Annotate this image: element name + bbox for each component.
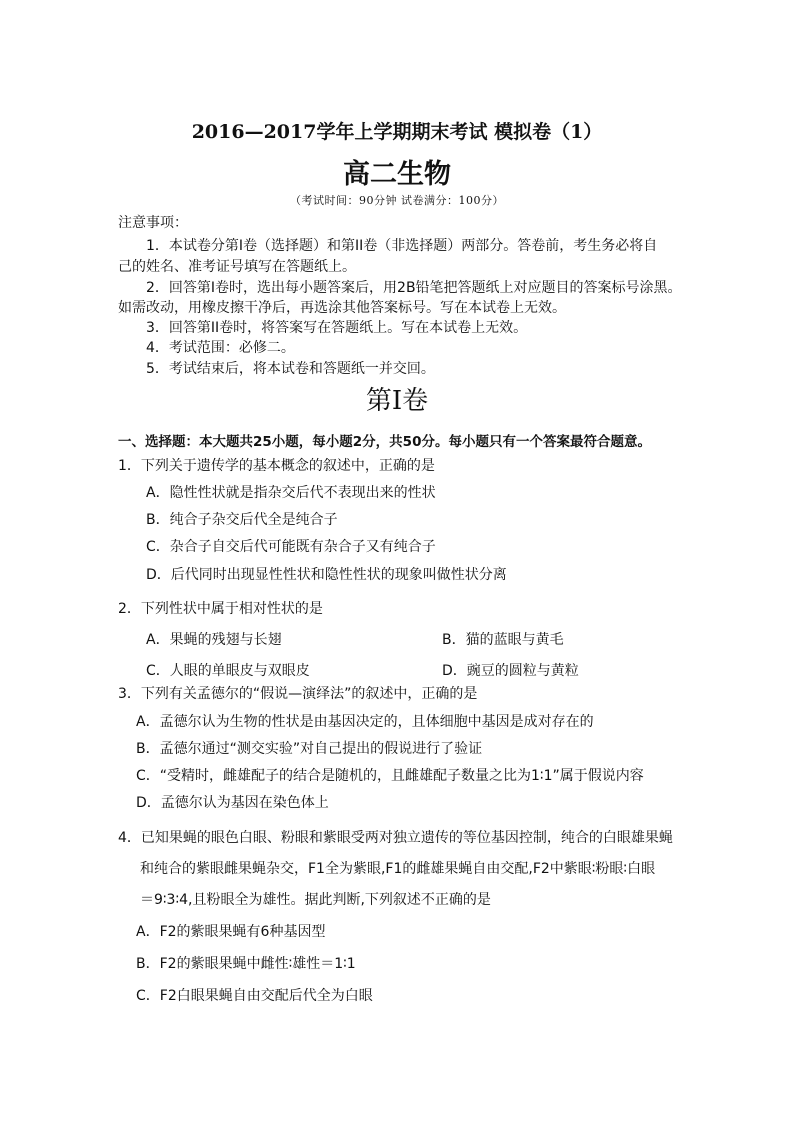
exam-title: 2016—2017学年上学期期末考试 模拟卷（1）: [191, 121, 603, 143]
notice-item: 2．回答第I卷时，选出每小题答案后，用2B铅笔把答题纸上对应题目的答案标号涂黑。: [146, 280, 682, 296]
question-option: A．果蝇的残翅与长翅: [146, 632, 282, 648]
question-option: B．孟德尔通过“测交实验”对自己提出的假说进行了验证: [136, 741, 483, 757]
notice-heading: 注意事项：: [118, 215, 188, 231]
subject-title: 高二生物: [343, 159, 451, 190]
question-option: C．F2白眼果蝇自由交配后代全为白眼: [136, 988, 373, 1004]
question-option: B．纯合子杂交后代全是纯合子: [146, 512, 338, 528]
question-option: A．孟德尔认为生物的性状是由基因决定的，且体细胞中基因是成对存在的: [136, 714, 594, 730]
notice-item: 如需改动，用橡皮擦干净后，再选涂其他答案标号。写在本试卷上无效。: [118, 300, 566, 316]
question-stem: 2．下列性状中属于相对性状的是: [118, 601, 323, 617]
question-stem: 4．已知果蝇的眼色白眼、粉眼和紫眼受两对独立遗传的等位基因控制，纯合的白眼雄果蝇: [118, 830, 673, 846]
question-option: B．F2的紫眼果蝇中雌性∶雄性＝1∶1: [136, 956, 356, 972]
notice-item: 1．本试卷分第I卷（选择题）和第II卷（非选择题）两部分。答卷前，考生务必将自: [146, 238, 658, 254]
question-option: C．“受精时，雌雄配子的结合是随机的，且雌雄配子数量之比为1∶1”属于假说内容: [136, 768, 644, 784]
question-option: A．隐性性状就是指杂交后代不表现出来的性状: [146, 485, 436, 501]
question-stem: 3．下列有关孟德尔的“假说—演绎法”的叙述中，正确的是: [118, 686, 478, 702]
notice-item: 5．考试结束后，将本试卷和答题纸一并交回。: [146, 361, 435, 377]
question-stem: ＝9∶3∶4,且粉眼全为雄性。据此判断,下列叙述不正确的是: [140, 892, 491, 908]
question-option: D．孟德尔认为基因在染色体上: [136, 795, 329, 811]
question-option: D．后代同时出现显性性状和隐性性状的现象叫做性状分离: [146, 567, 507, 583]
question-option: C．人眼的单眼皮与双眼皮: [146, 663, 310, 679]
notice-item: 4．考试范围：必修二。: [146, 340, 295, 356]
section-title: 一、选择题：本大题共25小题，每小题2分，共50分。每小题只有一个答案最符合题意。: [118, 434, 651, 450]
question-option: D．豌豆的圆粒与黄粒: [442, 663, 579, 679]
question-stem: 1．下列关于遗传学的基本概念的叙述中，正确的是: [118, 458, 435, 474]
question-stem: 和纯合的紫眼雌果蝇杂交，F1全为紫眼,F1的雌雄果蝇自由交配,F2中紫眼∶粉眼∶白眼: [140, 861, 656, 877]
volume-title: 第I卷: [365, 386, 429, 416]
question-option: C．杂合子自交后代可能既有杂合子又有纯合子: [146, 539, 436, 555]
exam-info: （考试时间：90分钟 试卷满分：100分）: [290, 194, 504, 207]
notice-item: 己的姓名、准考证号填写在答题纸上。: [118, 259, 356, 275]
question-option: A．F2的紫眼果蝇有6种基因型: [136, 924, 326, 940]
notice-item: 3．回答第II卷时，将答案写在答题纸上。写在本试卷上无效。: [146, 320, 528, 336]
question-option: B．猫的蓝眼与黄毛: [442, 632, 564, 648]
